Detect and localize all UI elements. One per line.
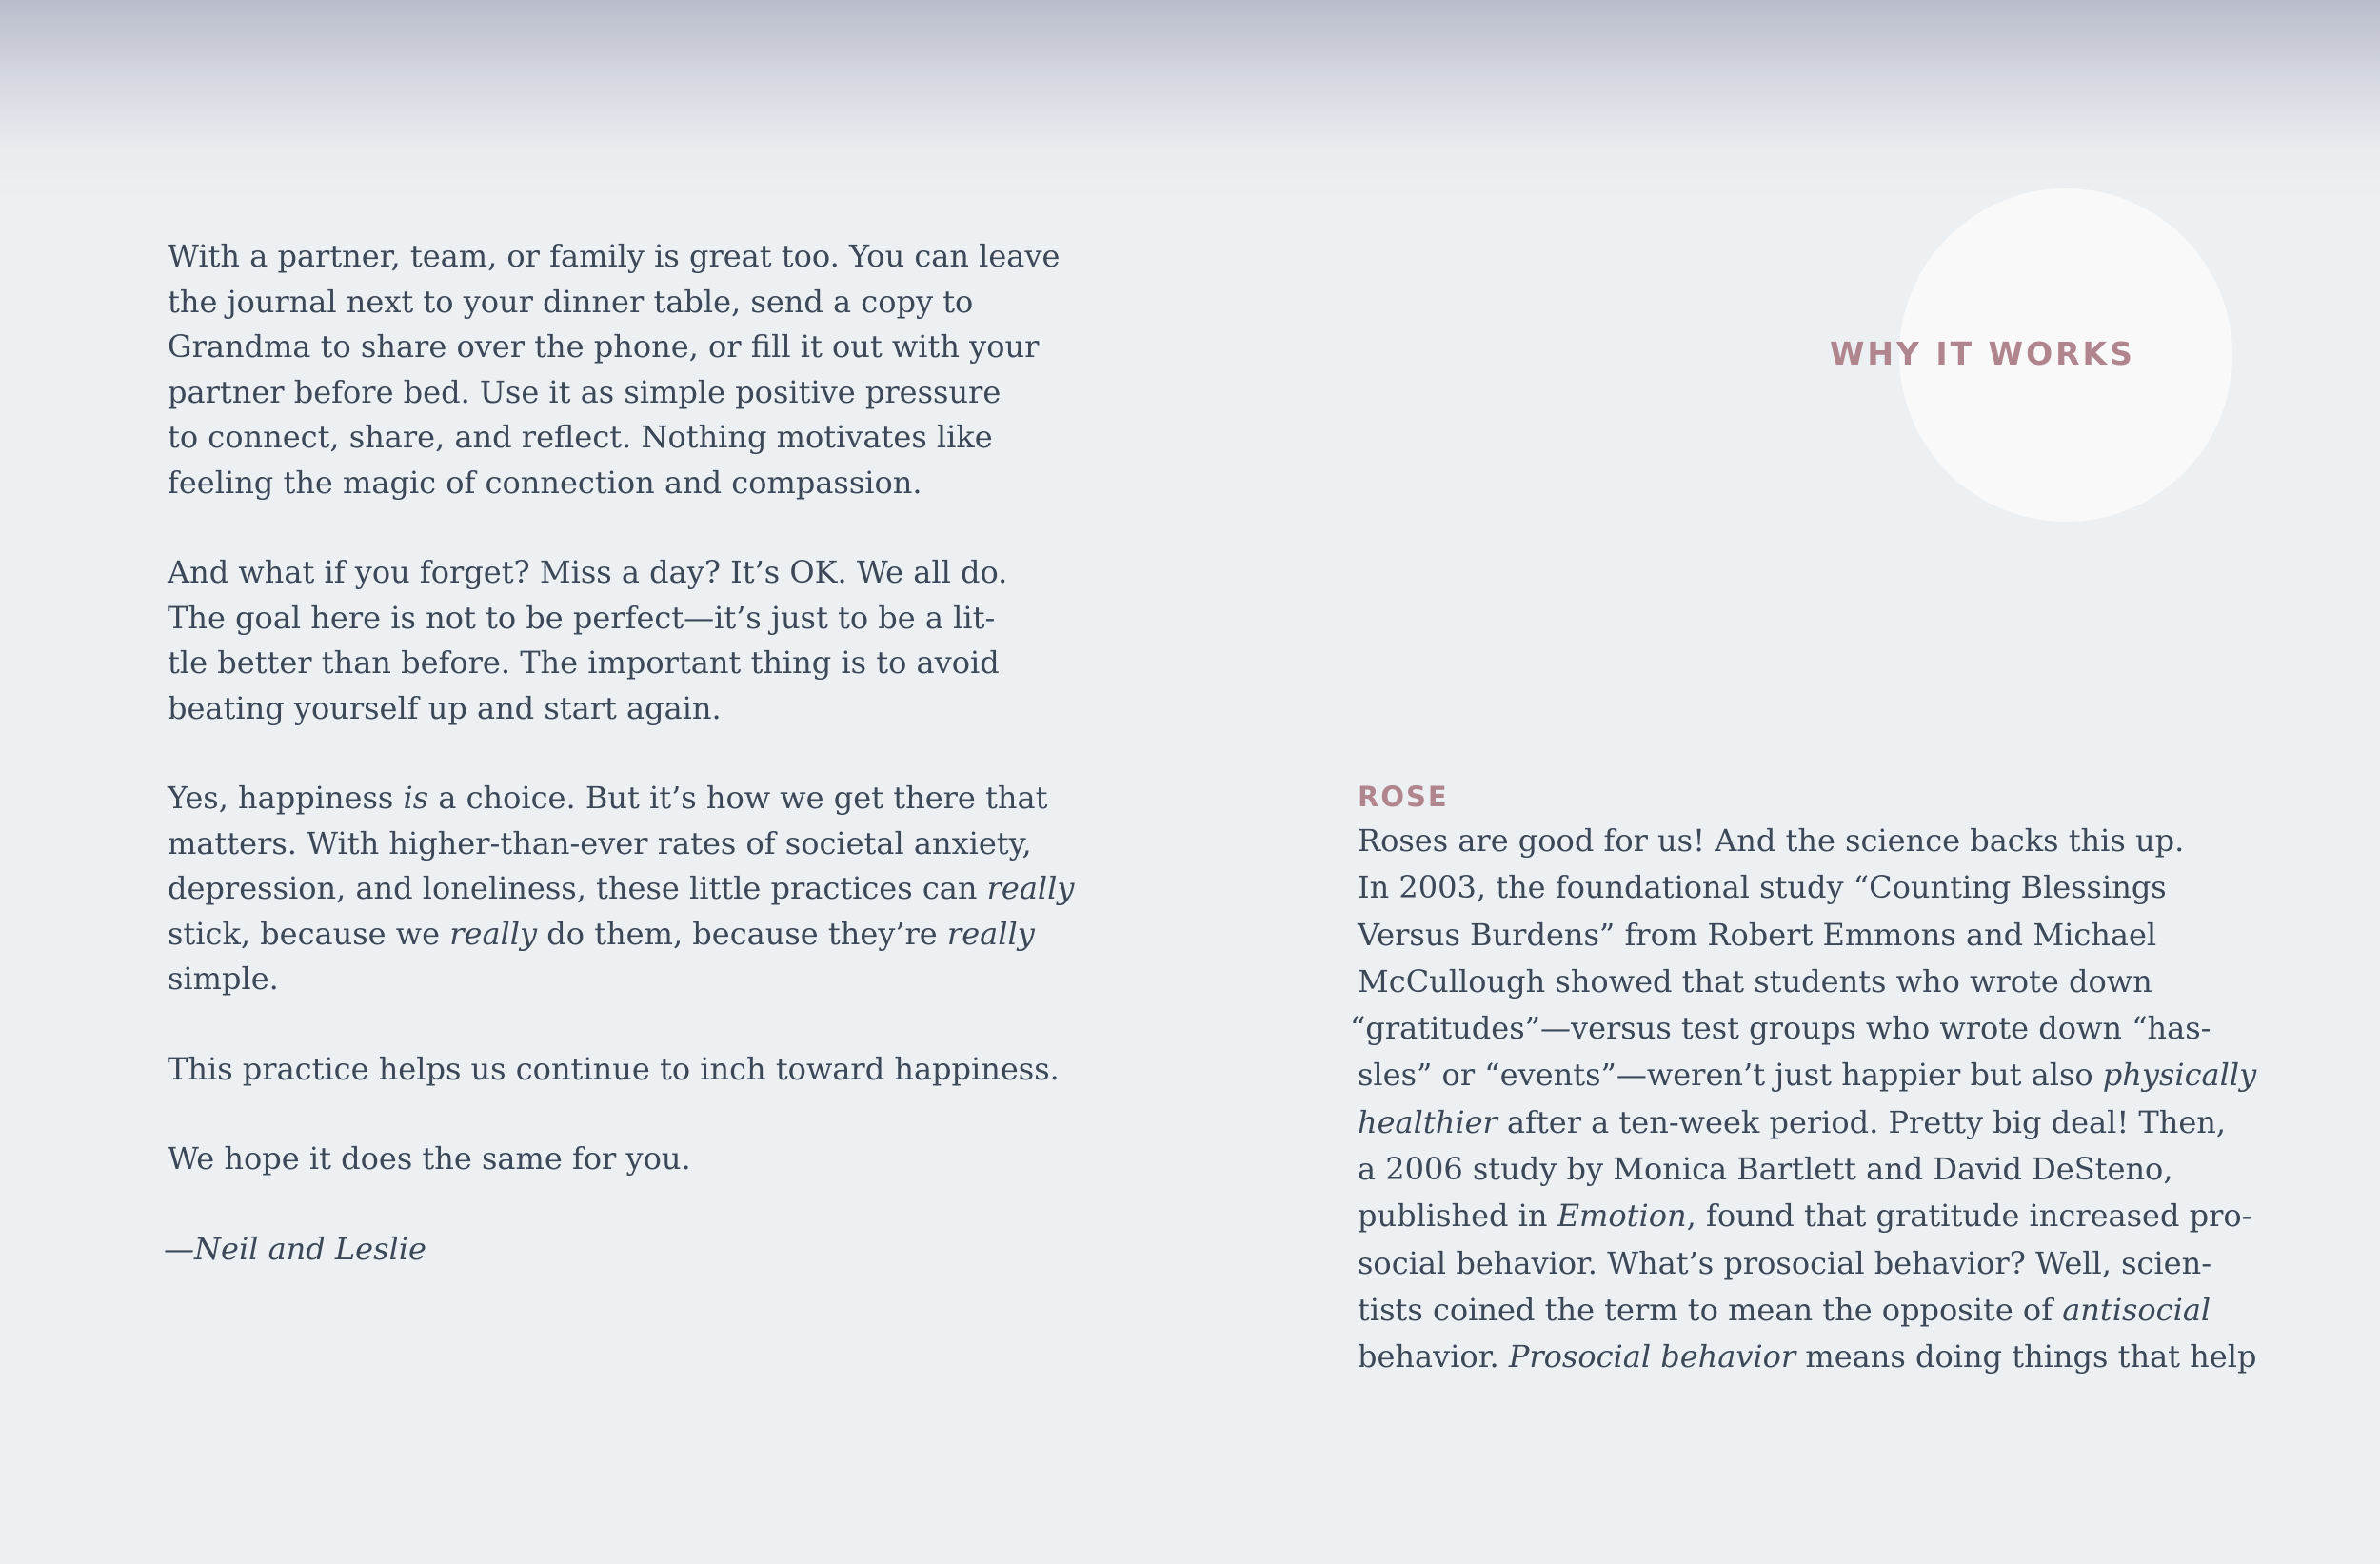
- text-line: [1358, 1052, 2257, 1099]
- text-line: feeling the magic of connection and compassion.: [168, 464, 922, 501]
- subheading-rose: ROSE: [1358, 781, 1449, 813]
- text-line: social behavior. What’s prosocial behavior? Well, scien-: [1358, 1244, 2211, 1281]
- text-run: tists coined the term to mean the opposite of: [1358, 1291, 2063, 1328]
- emphasis-text: antisocial: [2062, 1291, 2211, 1328]
- text-run: sles” or “events”—weren’t just happier but also: [1358, 1057, 2103, 1094]
- emphasis-text: physically: [2102, 1057, 2257, 1094]
- text-line: beating yourself up and start again.: [168, 689, 722, 726]
- text-line: With a partner, team, or family is great too. You can leave: [168, 238, 1061, 274]
- paragraph-forget: [168, 550, 1053, 731]
- right-page-text: [1350, 776, 2257, 1381]
- text-line: the journal next to your dinner table, send a copy to: [168, 283, 974, 320]
- paragraph-practice: [168, 1047, 1060, 1093]
- author-signature: —Neil and Leslie: [164, 1230, 426, 1267]
- text-line: Versus Burdens” from Robert Emmons and Michael: [1358, 916, 2157, 953]
- text-line: a 2006 study by Monica Bartlett and David DeSteno,: [1358, 1151, 2173, 1188]
- text-line: [1358, 1099, 2227, 1146]
- text-run: means doing things that help: [1795, 1338, 2257, 1376]
- emphasis-text: healthier: [1358, 1103, 1497, 1140]
- emphasis-text: Prosocial behavior: [1508, 1338, 1796, 1376]
- text-line: simple.: [168, 960, 279, 997]
- paragraph-hope: [168, 1137, 1053, 1182]
- text-line: “gratitudes”—versus test groups who wrote down “has-: [1350, 1010, 2211, 1047]
- text-line: tle better than before. The important thing is to avoid: [168, 644, 1000, 681]
- text-run: stick, because we: [168, 915, 450, 952]
- text-line: matters. With higher-than-ever rates of societal anxiety,: [168, 824, 1032, 861]
- text-line: McCullough showed that students who wrote down: [1358, 962, 2152, 1000]
- text-run: after a ten-week period. Pretty big deal! Then,: [1497, 1103, 2227, 1140]
- paragraph-rose: [1350, 818, 2257, 1381]
- text-run: published in: [1358, 1198, 1557, 1235]
- emphasis-text: really: [946, 915, 1035, 952]
- text-run: depression, and loneliness, these little practices can: [168, 870, 987, 906]
- text-line: Grandma to share over the phone, or fill it out with your: [168, 328, 1040, 365]
- text-line: [1358, 1334, 2257, 1380]
- text-line: We hope it does the same for you.: [168, 1140, 691, 1177]
- emphasis-text: really: [449, 915, 538, 952]
- text-run: Yes, happiness: [168, 780, 404, 816]
- text-line: And what if you forget? Miss a day? It’s OK. We all do.: [168, 554, 1008, 590]
- paragraph-partner: [168, 234, 1061, 505]
- text-line: Roses are good for us! And the science backs this up.: [1358, 822, 2185, 859]
- text-line: [168, 912, 1053, 958]
- text-line: [1358, 1287, 2214, 1334]
- text-line: The goal here is not to be perfect—it’s just to be a lit-: [168, 599, 996, 636]
- left-page-text: [164, 234, 1075, 1272]
- emphasis-text: is: [403, 780, 429, 816]
- text-line: to connect, share, and reflect. Nothing motivates like: [168, 419, 993, 455]
- text-line: This practice helps us continue to inch toward happiness.: [168, 1050, 1060, 1087]
- text-line: In 2003, the foundational study “Counting Blessings: [1358, 869, 2167, 906]
- emphasis-text: Emotion: [1557, 1198, 1687, 1235]
- text-line: [168, 776, 1053, 822]
- text-run: , found that gratitude increased pro-: [1686, 1198, 2252, 1235]
- text-run: behavior.: [1358, 1338, 1509, 1376]
- paragraph-choice: [168, 776, 1075, 1002]
- text-line: [1358, 1193, 2252, 1239]
- text-run: do them, because they’re: [537, 915, 947, 952]
- text-line: [168, 866, 1075, 912]
- text-line: partner before bed. Use it as simple positive pressure: [168, 373, 1002, 410]
- emphasis-text: really: [986, 870, 1075, 906]
- section-heading: WHY IT WORKS: [1830, 335, 2135, 372]
- text-run: a choice. But it’s how we get there that: [428, 780, 1048, 816]
